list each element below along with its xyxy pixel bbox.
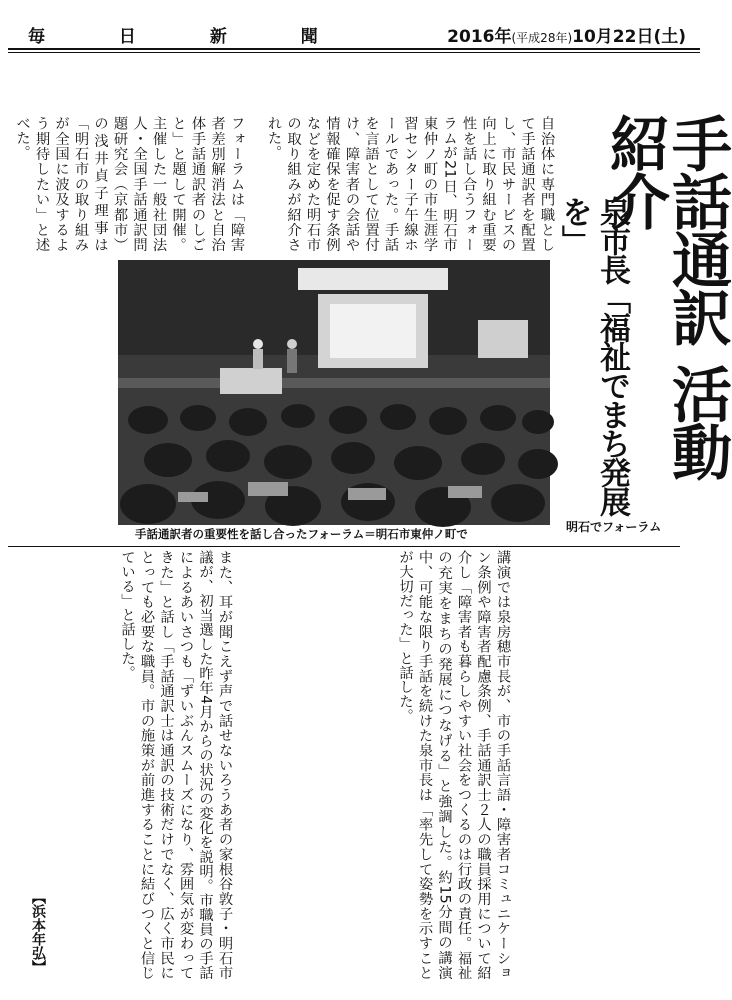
photo-caption: 手話通訳者の重要性を話し合ったフォーラム＝明石市東仲ノ町で — [135, 527, 468, 541]
masthead-rule — [8, 48, 700, 50]
byline: 【浜本年弘】 — [30, 890, 46, 974]
body-text-top-2: フォーラムは「障害者差別解消法と自治体手話通訳者のしごと」と題して開催。主催した一般社団法人・全国手話通訳問題研究会（京都市）の浅井貞子理事は「明石市の取り組みが全国に波及するよう期待したい」と述べた。 — [14, 116, 245, 252]
subheadline: 泉市長「福祉でまち発展を」 — [556, 196, 630, 515]
body-text-top-1: 自治体に専門職として手話通訳者を配置し、市民サービスの向上に取り組む重要性を話し合うフォーラムが21日、明石市東仲ノ町の市生涯学習センター子午線ホールであった。手話を言語として位置付け、障害者の会話や情報確保を促す条例などを定めた明石市の取り組みが紹介された。 — [266, 116, 555, 252]
date-era: (平成28年) — [511, 31, 573, 45]
date-day: 10月22日(土) — [572, 27, 686, 47]
body-text-lower-1: 講演では泉房穂市長が、市の手話言語・障害者コミュニケーション条例や障害者配慮条例、手話通訳士２人の職員採用について紹介し「障害者も暮らしやすい社会をつくるのは行政の責任。福祉の充実をまちの発展につなげる」と強調した。約15分間の講演中、可能な限り手話を続けた泉市長は「率先して姿勢を示すことが大切だった」と話した。 — [397, 550, 511, 980]
kicker: 明石でフォーラム — [566, 520, 662, 534]
masthead — [0, 0, 708, 46]
forum-photo — [118, 260, 550, 525]
masthead-rule-thin — [8, 52, 700, 53]
date-year: 2016年 — [447, 27, 512, 47]
headline: 手話通訳 活動紹介 — [600, 113, 732, 480]
section-rule — [8, 546, 680, 547]
body-text-mid — [14, 262, 116, 544]
newspaper-name: 毎 日 新 聞 — [28, 27, 352, 47]
issue-date — [447, 22, 686, 47]
body-text-lower-2: また、耳が聞こえず声で話せないろうあ者の家根谷敦子・明石市議が、初当選した昨年4月からの状況の変化を説明。市職員の手話によるあいさつも「ずいぶんスムーズになり、雰囲気が変わってきた」と話し「手話通訳士は通訳の技術だけでなく、広く市民にとっても必要な職員。市の施策が前進することに結びつくと信じている」と話した。 — [119, 550, 233, 980]
